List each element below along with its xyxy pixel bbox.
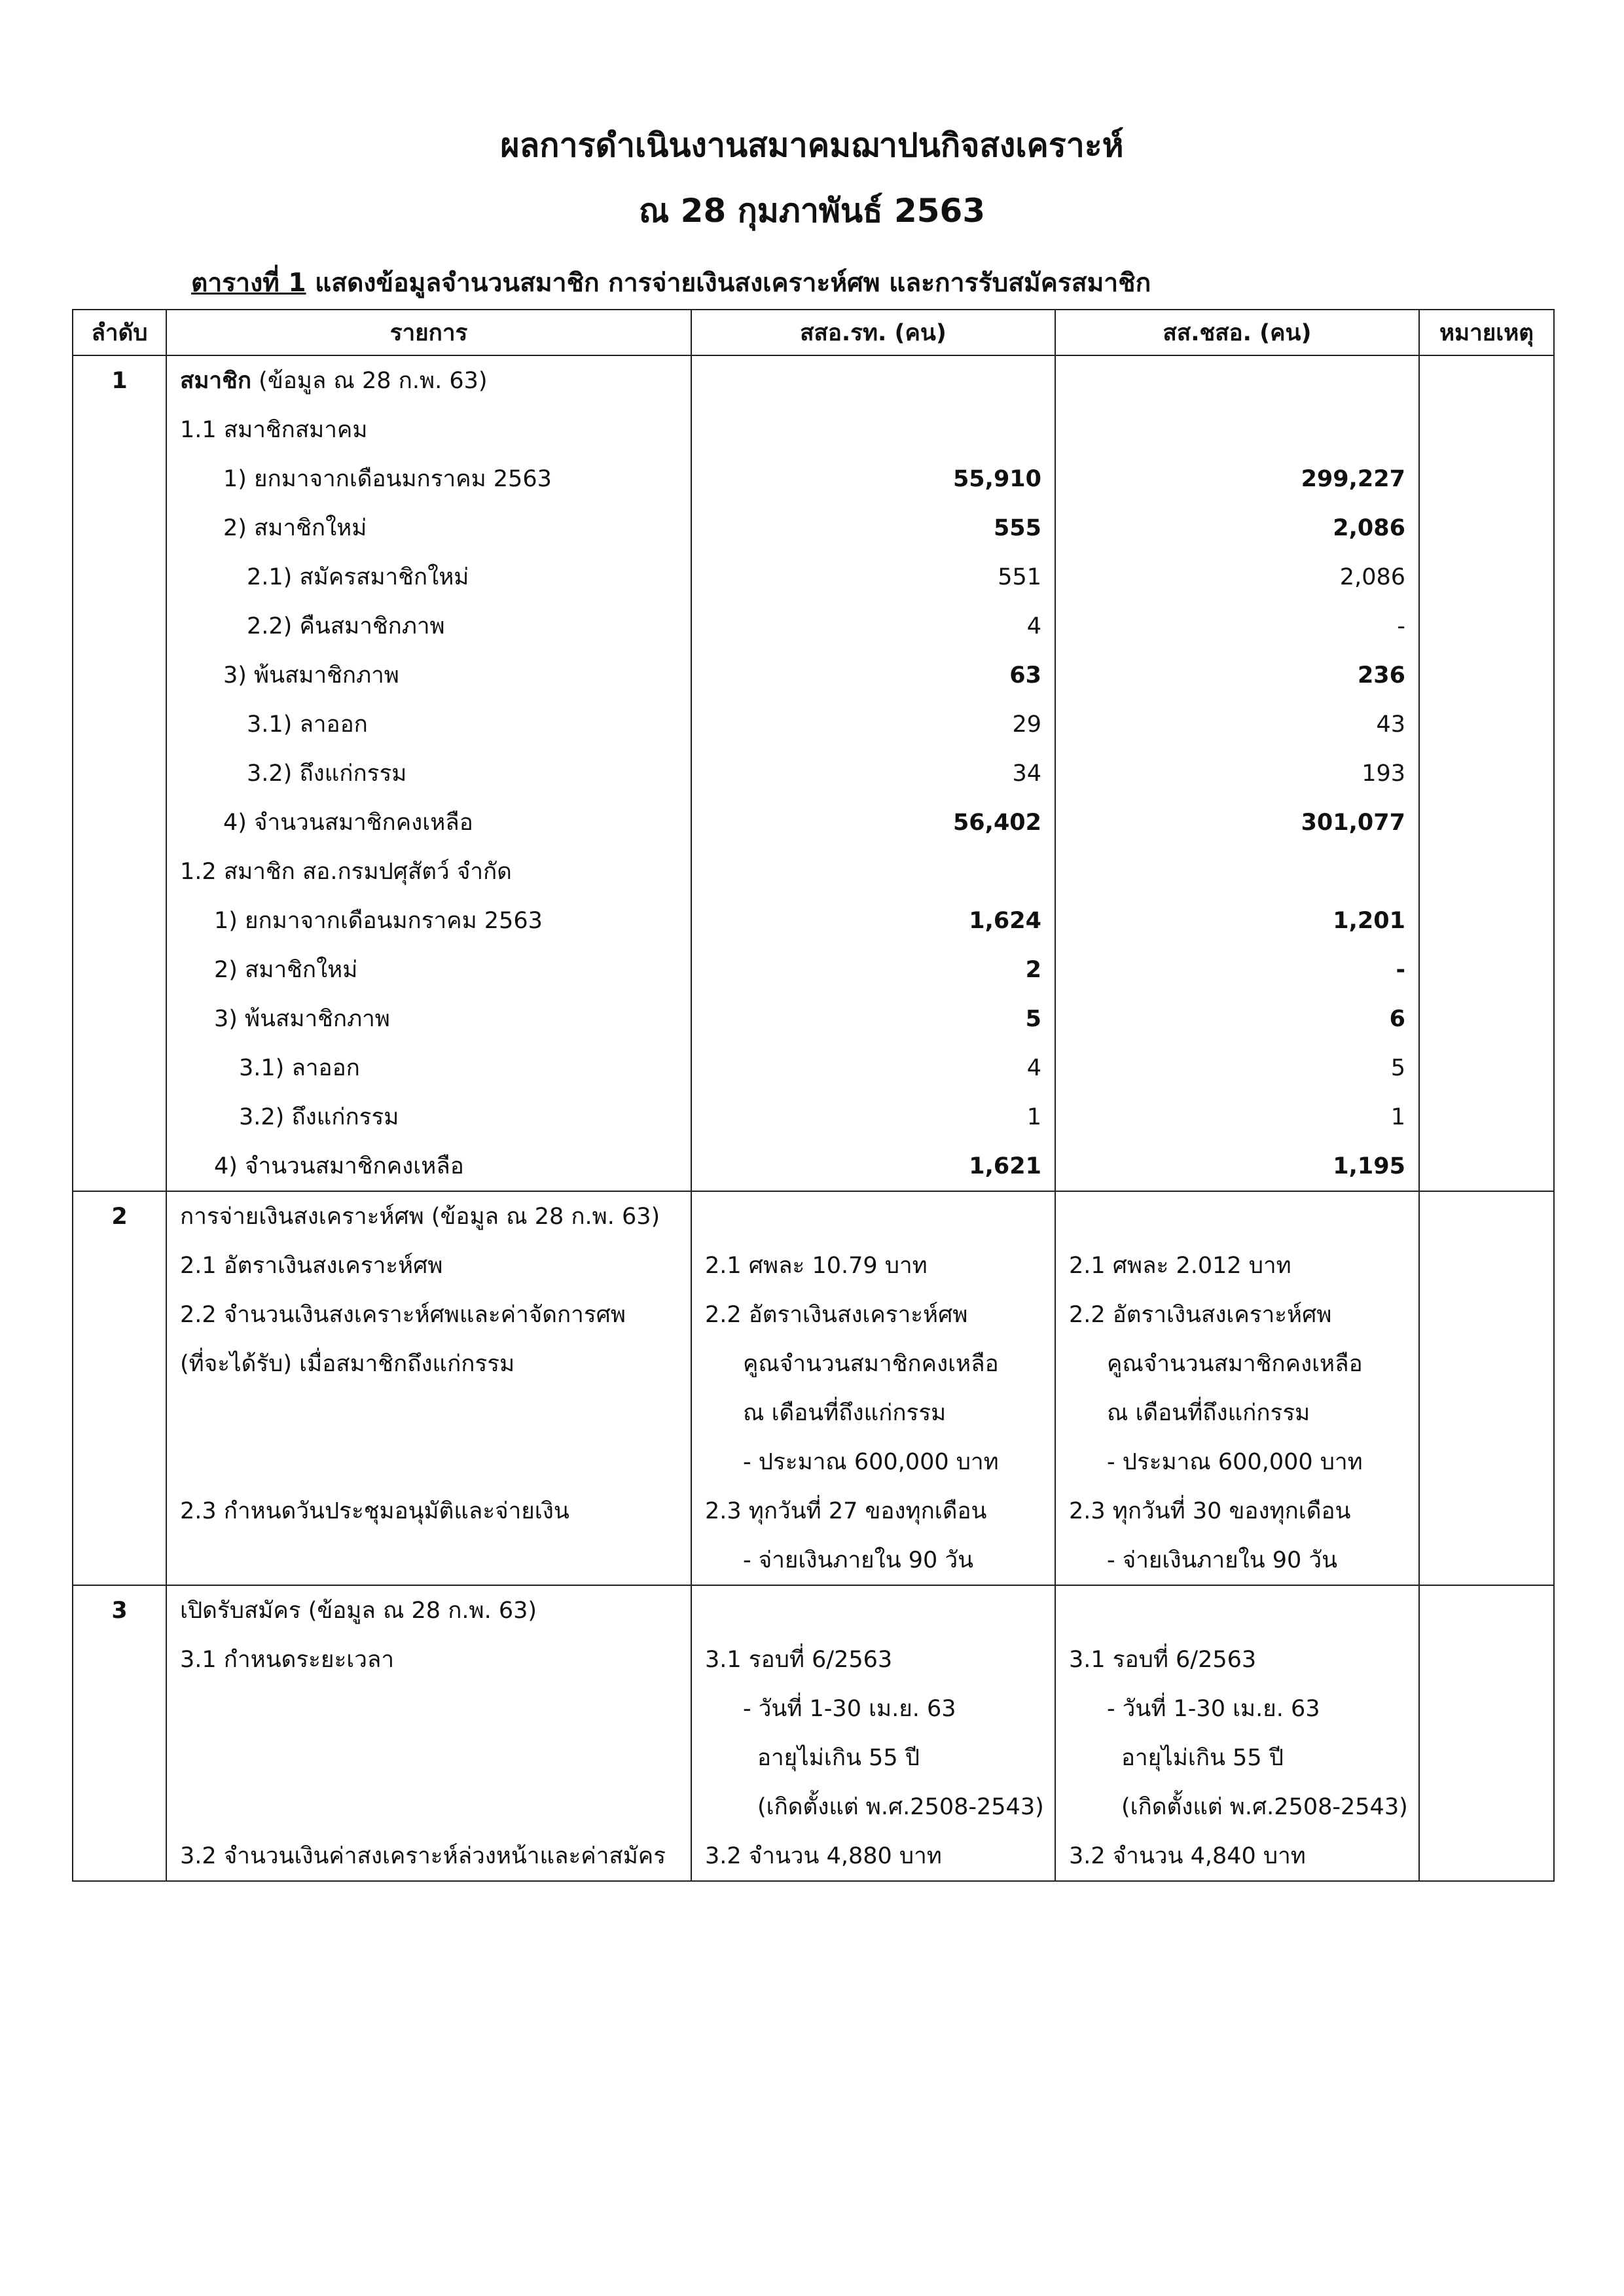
row-label bbox=[166, 1782, 691, 1831]
value-a: 4 bbox=[691, 1043, 1055, 1092]
table-row bbox=[73, 1290, 1554, 1339]
value-b: คูณจำนวนสมาชิกคงเหลือ bbox=[1055, 1339, 1419, 1388]
table-row bbox=[73, 1635, 1554, 1684]
table-row bbox=[73, 601, 1554, 651]
value-b: 1,201 bbox=[1055, 896, 1419, 945]
value-b: 1 bbox=[1055, 1092, 1419, 1141]
table-row bbox=[73, 1535, 1554, 1585]
table-row bbox=[73, 454, 1554, 503]
value-a: 5 bbox=[691, 994, 1055, 1043]
value-a: 1,621 bbox=[691, 1141, 1055, 1191]
header-item: รายการ bbox=[166, 310, 691, 355]
value-b: 43 bbox=[1055, 700, 1419, 749]
row-label: 2) สมาชิกใหม่ bbox=[166, 945, 691, 994]
row-label: 1.1 สมาชิกสมาคม bbox=[166, 405, 691, 454]
value-b: 2,086 bbox=[1055, 503, 1419, 552]
value-a: 1,624 bbox=[691, 896, 1055, 945]
value-b: 301,077 bbox=[1055, 798, 1419, 847]
table-row bbox=[73, 1141, 1554, 1191]
value-b: 236 bbox=[1055, 651, 1419, 700]
value-a: 3.2 จำนวน 4,880 บาท bbox=[691, 1831, 1055, 1881]
value-a: 2.1 ศพละ 10.79 บาท bbox=[691, 1241, 1055, 1290]
value-a: 55,910 bbox=[691, 454, 1055, 503]
row-label: 3.2) ถึงแก่กรรม bbox=[166, 749, 691, 798]
value-b: - bbox=[1055, 945, 1419, 994]
value-b: 3.2 จำนวน 4,840 บาท bbox=[1055, 1831, 1419, 1881]
value-a: 2.3 ทุกวันที่ 27 ของทุกเดือน bbox=[691, 1486, 1055, 1535]
value-a: - จ่ายเงินภายใน 90 วัน bbox=[691, 1535, 1055, 1585]
table-row bbox=[73, 1733, 1554, 1782]
table-row bbox=[73, 651, 1554, 700]
section-1-heading-row bbox=[73, 355, 1554, 405]
section-heading: สมาชิก (ข้อมูล ณ 28 ก.พ. 63) bbox=[166, 355, 691, 405]
value-a: 2 bbox=[691, 945, 1055, 994]
section-heading: การจ่ายเงินสงเคราะห์ศพ (ข้อมูล ณ 28 ก.พ. 63) bbox=[166, 1191, 691, 1241]
table-row bbox=[73, 798, 1554, 847]
value-b: ณ เดือนที่ถึงแก่กรรม bbox=[1055, 1388, 1419, 1437]
section-number: 2 bbox=[73, 1191, 166, 1241]
table-row bbox=[73, 847, 1554, 896]
table-row bbox=[73, 896, 1554, 945]
value-b: 2,086 bbox=[1055, 552, 1419, 601]
row-label bbox=[166, 1535, 691, 1585]
value-b: - ประมาณ 600,000 บาท bbox=[1055, 1437, 1419, 1486]
value-a: ณ เดือนที่ถึงแก่กรรม bbox=[691, 1388, 1055, 1437]
section-2-heading-row bbox=[73, 1191, 1554, 1241]
row-label: 2.2 จำนวนเงินสงเคราะห์ศพและค่าจัดการศพ bbox=[166, 1290, 691, 1339]
section-number: 3 bbox=[73, 1585, 166, 1635]
value-a: - ประมาณ 600,000 บาท bbox=[691, 1437, 1055, 1486]
value-a: 1 bbox=[691, 1092, 1055, 1141]
row-label: 3.1) ลาออก bbox=[166, 1043, 691, 1092]
header-col-b: สส.ชสอ. (คน) bbox=[1055, 310, 1419, 355]
row-label: (ที่จะได้รับ) เมื่อสมาชิกถึงแก่กรรม bbox=[166, 1339, 691, 1388]
table-row bbox=[73, 1043, 1554, 1092]
value-b: 6 bbox=[1055, 994, 1419, 1043]
value-b: 299,227 bbox=[1055, 454, 1419, 503]
table-row bbox=[73, 994, 1554, 1043]
value-a: 551 bbox=[691, 552, 1055, 601]
section-heading: เปิดรับสมัคร (ข้อมูล ณ 28 ก.พ. 63) bbox=[166, 1585, 691, 1635]
value-b: 3.1 รอบที่ 6/2563 bbox=[1055, 1635, 1419, 1684]
table-row bbox=[73, 1782, 1554, 1831]
row-label: 4) จำนวนสมาชิกคงเหลือ bbox=[166, 798, 691, 847]
section-number: 1 bbox=[73, 355, 166, 405]
table-row bbox=[73, 749, 1554, 798]
table-number: ตารางที่ 1 bbox=[191, 268, 306, 298]
table-row bbox=[73, 700, 1554, 749]
value-a: อายุไม่เกิน 55 ปี bbox=[691, 1733, 1055, 1782]
table-header-row bbox=[73, 310, 1554, 355]
row-label bbox=[166, 1437, 691, 1486]
table-row bbox=[73, 1831, 1554, 1881]
table-row bbox=[73, 503, 1554, 552]
value-a: คูณจำนวนสมาชิกคงเหลือ bbox=[691, 1339, 1055, 1388]
value-a: 2.2 อัตราเงินสงเคราะห์ศพ bbox=[691, 1290, 1055, 1339]
value-a: 4 bbox=[691, 601, 1055, 651]
value-b: - จ่ายเงินภายใน 90 วัน bbox=[1055, 1535, 1419, 1585]
row-label: 1) ยกมาจากเดือนมกราคม 2563 bbox=[166, 454, 691, 503]
table-row bbox=[73, 552, 1554, 601]
value-b: 2.1 ศพละ 2.012 บาท bbox=[1055, 1241, 1419, 1290]
member-data-table bbox=[72, 309, 1555, 1882]
row-label: 2.1) สมัครสมาชิกใหม่ bbox=[166, 552, 691, 601]
document-date: ณ 28 กุมภาพันธ์ 2563 bbox=[638, 192, 986, 230]
value-a: - วันที่ 1-30 เม.ย. 63 bbox=[691, 1684, 1055, 1733]
table-row bbox=[73, 1684, 1554, 1733]
row-label: 3.1 กำหนดระยะเวลา bbox=[166, 1635, 691, 1684]
table-caption-text: แสดงข้อมูลจำนวนสมาชิก การจ่ายเงินสงเคราะห์ศพ และการรับสมัครสมาชิก bbox=[306, 268, 1151, 298]
value-a: 555 bbox=[691, 503, 1055, 552]
value-a: 56,402 bbox=[691, 798, 1055, 847]
table-row bbox=[73, 945, 1554, 994]
value-b: 1,195 bbox=[1055, 1141, 1419, 1191]
value-a: 63 bbox=[691, 651, 1055, 700]
row-label: 3.2) ถึงแก่กรรม bbox=[166, 1092, 691, 1141]
table-row bbox=[73, 1388, 1554, 1437]
row-label: 2.2) คืนสมาชิกภาพ bbox=[166, 601, 691, 651]
row-label: 4) จำนวนสมาชิกคงเหลือ bbox=[166, 1141, 691, 1191]
header-col-a: สสอ.รท. (คน) bbox=[691, 310, 1055, 355]
table-row bbox=[73, 405, 1554, 454]
value-b: 193 bbox=[1055, 749, 1419, 798]
row-label: 3.1) ลาออก bbox=[166, 700, 691, 749]
row-label: 3) พ้นสมาชิกภาพ bbox=[166, 651, 691, 700]
row-label: 2) สมาชิกใหม่ bbox=[166, 503, 691, 552]
header-seq: ลำดับ bbox=[73, 310, 166, 355]
table-row bbox=[73, 1092, 1554, 1141]
document-title: ผลการดำเนินงานสมาคมฌาปนกิจสงเคราะห์ bbox=[500, 126, 1124, 164]
row-label bbox=[166, 1733, 691, 1782]
value-a: 29 bbox=[691, 700, 1055, 749]
value-b: 5 bbox=[1055, 1043, 1419, 1092]
value-a: (เกิดตั้งแต่ พ.ศ.2508-2543) bbox=[691, 1782, 1055, 1831]
row-label bbox=[166, 1388, 691, 1437]
row-label: 1) ยกมาจากเดือนมกราคม 2563 bbox=[166, 896, 691, 945]
row-label: 3.2 จำนวนเงินค่าสงเคราะห์ล่วงหน้าและค่าสมัคร bbox=[166, 1831, 691, 1881]
value-b: อายุไม่เกิน 55 ปี bbox=[1055, 1733, 1419, 1782]
header-remark: หมายเหตุ bbox=[1419, 310, 1554, 355]
value-b: - วันที่ 1-30 เม.ย. 63 bbox=[1055, 1684, 1419, 1733]
value-a: 34 bbox=[691, 749, 1055, 798]
value-a: 3.1 รอบที่ 6/2563 bbox=[691, 1635, 1055, 1684]
row-label bbox=[166, 1684, 691, 1733]
row-label: 2.1 อัตราเงินสงเคราะห์ศพ bbox=[166, 1241, 691, 1290]
table-row bbox=[73, 1486, 1554, 1535]
section-3-heading-row bbox=[73, 1585, 1554, 1635]
value-b: 2.2 อัตราเงินสงเคราะห์ศพ bbox=[1055, 1290, 1419, 1339]
row-label: 3) พ้นสมาชิกภาพ bbox=[166, 994, 691, 1043]
table-caption bbox=[191, 267, 1151, 300]
table-row bbox=[73, 1437, 1554, 1486]
value-b: 2.3 ทุกวันที่ 30 ของทุกเดือน bbox=[1055, 1486, 1419, 1535]
table-row bbox=[73, 1339, 1554, 1388]
table-row bbox=[73, 1241, 1554, 1290]
value-b: - bbox=[1055, 601, 1419, 651]
row-label: 2.3 กำหนดวันประชุมอนุมัติและจ่ายเงิน bbox=[166, 1486, 691, 1535]
value-b: (เกิดตั้งแต่ พ.ศ.2508-2543) bbox=[1055, 1782, 1419, 1831]
row-label: 1.2 สมาชิก สอ.กรมปศุสัตว์ จำกัด bbox=[166, 847, 691, 896]
